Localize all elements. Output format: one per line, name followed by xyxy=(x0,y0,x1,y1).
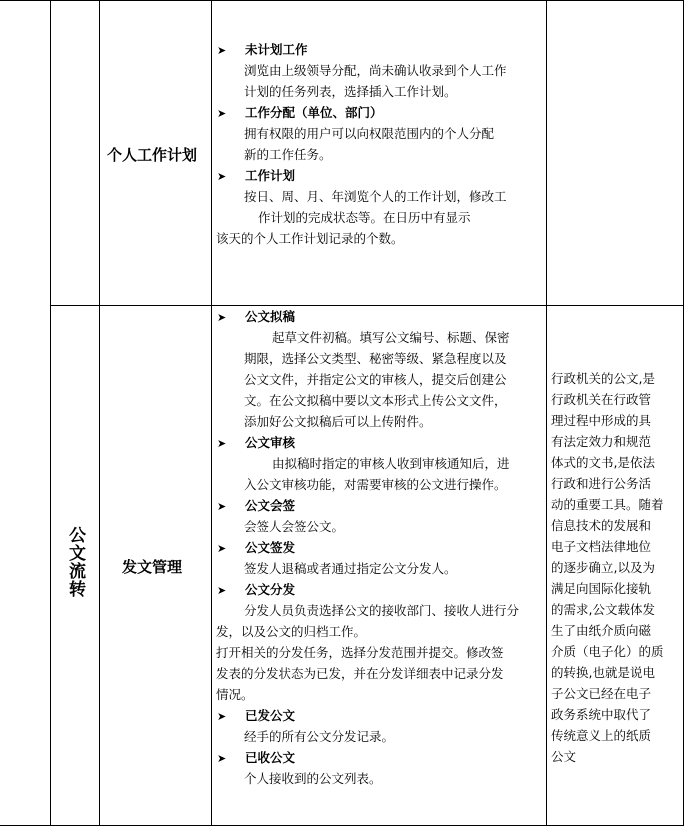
list-item-title: ➤ 公文分发 xyxy=(214,579,544,600)
description-line: 电子文档法律地位 xyxy=(551,539,652,554)
list-item-title: ➤ 公文签发 xyxy=(214,537,544,558)
list-item-text: 计划的任务列表，选择插入工作计划。 xyxy=(244,84,457,99)
row-personal-plan xyxy=(0,0,684,305)
feature-list xyxy=(214,39,544,249)
description-line: 公文 xyxy=(551,749,577,764)
module-label: 个人工作计划 xyxy=(107,146,198,164)
arrow-bullet-icon: ➤ xyxy=(217,710,227,723)
arrow-bullet-icon: ➤ xyxy=(217,170,227,183)
list-item-text: 分发人员负责选择公文的接收部门、接收人进行分 xyxy=(244,603,520,618)
description-line: 行政机关在行政管 xyxy=(551,392,652,407)
list-item-text: 拥有权限的用户可以向权限范围内的个人分配 xyxy=(244,126,495,141)
list-item-text: 入公文审核功能，对需要审核的公文进行操作。 xyxy=(244,477,507,492)
arrow-bullet-icon: ➤ xyxy=(217,107,227,120)
module-label: 发文管理 xyxy=(122,558,183,576)
list-item-title: ➤ 工作计划 xyxy=(214,165,544,186)
list-item-text: 起草文件初稿。填写公文编号、标题、保密 xyxy=(272,330,510,345)
list-item-text: 会签人会签公文。 xyxy=(244,519,345,534)
arrow-bullet-icon: ➤ xyxy=(217,752,227,765)
list-item-text: 由拟稿时指定的审核人收到审核通知后，进 xyxy=(272,456,510,471)
arrow-bullet-icon: ➤ xyxy=(217,542,227,555)
description-line: 行政机关的公文,是 xyxy=(551,371,655,386)
list-item-text: 打开相关的分发任务，选择分发范围并提交。修改签 xyxy=(216,645,504,660)
list-item-text: 文。在公文拟稿中要以文本形式上传公文文件， xyxy=(244,393,507,408)
list-item-title: ➤ 公文拟稿 xyxy=(214,306,544,327)
list-item-text: 该天的个人工作计划记录的个数。 xyxy=(216,231,404,246)
list-item-text: 新的工作任务。 xyxy=(244,147,332,162)
arrow-bullet-icon: ➤ xyxy=(217,500,227,513)
feature-list xyxy=(214,306,544,789)
category-cell xyxy=(51,0,99,305)
arrow-bullet-icon: ➤ xyxy=(217,311,227,324)
module-cell xyxy=(100,306,211,825)
list-item-title: ➤ 公文会签 xyxy=(214,495,544,516)
description-line: 动的重要工具。随着 xyxy=(551,497,664,512)
description-line: 行政和进行公务活 xyxy=(551,476,652,491)
category-cell xyxy=(51,306,99,825)
module-cell xyxy=(100,0,211,305)
description-cell xyxy=(551,368,681,767)
list-item-text: 发，以及公文的归档工作。 xyxy=(216,624,367,639)
list-item-text: 公文文件，并指定公文的审核人，提交后创建公 xyxy=(244,372,507,387)
list-item-text: 经手的所有公文分发记录。 xyxy=(244,729,395,744)
list-item-title: ➤ 公文审核 xyxy=(214,432,544,453)
description-line: 的逐步确立,以及为 xyxy=(551,560,655,575)
list-item-text: 浏览由上级领导分配，尚未确认收录到个人工作 xyxy=(244,63,507,78)
description-line: 介质（电子化）的质 xyxy=(551,644,664,659)
list-item-text: 情况。 xyxy=(216,687,254,702)
description-line: 体式的文书,是依法 xyxy=(551,455,655,470)
list-item-text: 添加好公文拟稿后可以上传附件。 xyxy=(244,414,432,429)
list-item-text: 个人接收到的公文列表。 xyxy=(244,771,382,786)
arrow-bullet-icon: ➤ xyxy=(217,584,227,597)
list-item-title: ➤ 未计划工作 xyxy=(214,39,544,60)
description-line: 生了由纸介质向磁 xyxy=(551,623,652,638)
description-line: 的需求,公文载体发 xyxy=(551,602,655,617)
description-line: 传统意义上的纸质 xyxy=(551,728,652,743)
description-cell xyxy=(547,0,683,305)
list-item-text: 签发人退稿或者通过指定公文分发人。 xyxy=(244,561,457,576)
description-line: 信息技术的发展和 xyxy=(551,518,652,533)
table-bottom-border xyxy=(0,825,684,826)
description-line: 的转换,也就是说电 xyxy=(551,665,655,680)
description-line: 理过程中形成的具 xyxy=(551,413,652,428)
description-line: 满足向国际化接轨 xyxy=(551,581,652,596)
list-item-text: 按日、周、月、年浏览个人的工作计划，修改工 xyxy=(244,189,507,204)
list-item-title: ➤ 已发公文 xyxy=(214,705,544,726)
arrow-bullet-icon: ➤ xyxy=(217,44,227,57)
list-item-title: ➤ 工作分配（单位、部门） xyxy=(214,102,544,123)
description-line: 政务系统中取代了 xyxy=(551,707,652,722)
description-line: 子公文已经在电子 xyxy=(551,686,652,701)
description-line: 有法定效力和规范 xyxy=(551,434,652,449)
list-item-text: 发表的分发状态为已发，并在分发详细表中记录分发 xyxy=(216,666,504,681)
list-item-text: 期限，选择公文类型、秘密等级、紧急程度以及 xyxy=(244,351,507,366)
list-item-text: 作计划的完成状态等。在日历中有显示 xyxy=(258,210,471,225)
category-label: 公文流转 xyxy=(65,526,85,598)
arrow-bullet-icon: ➤ xyxy=(217,437,227,450)
list-item-title: ➤ 已收公文 xyxy=(214,747,544,768)
row-document-flow xyxy=(0,306,684,825)
